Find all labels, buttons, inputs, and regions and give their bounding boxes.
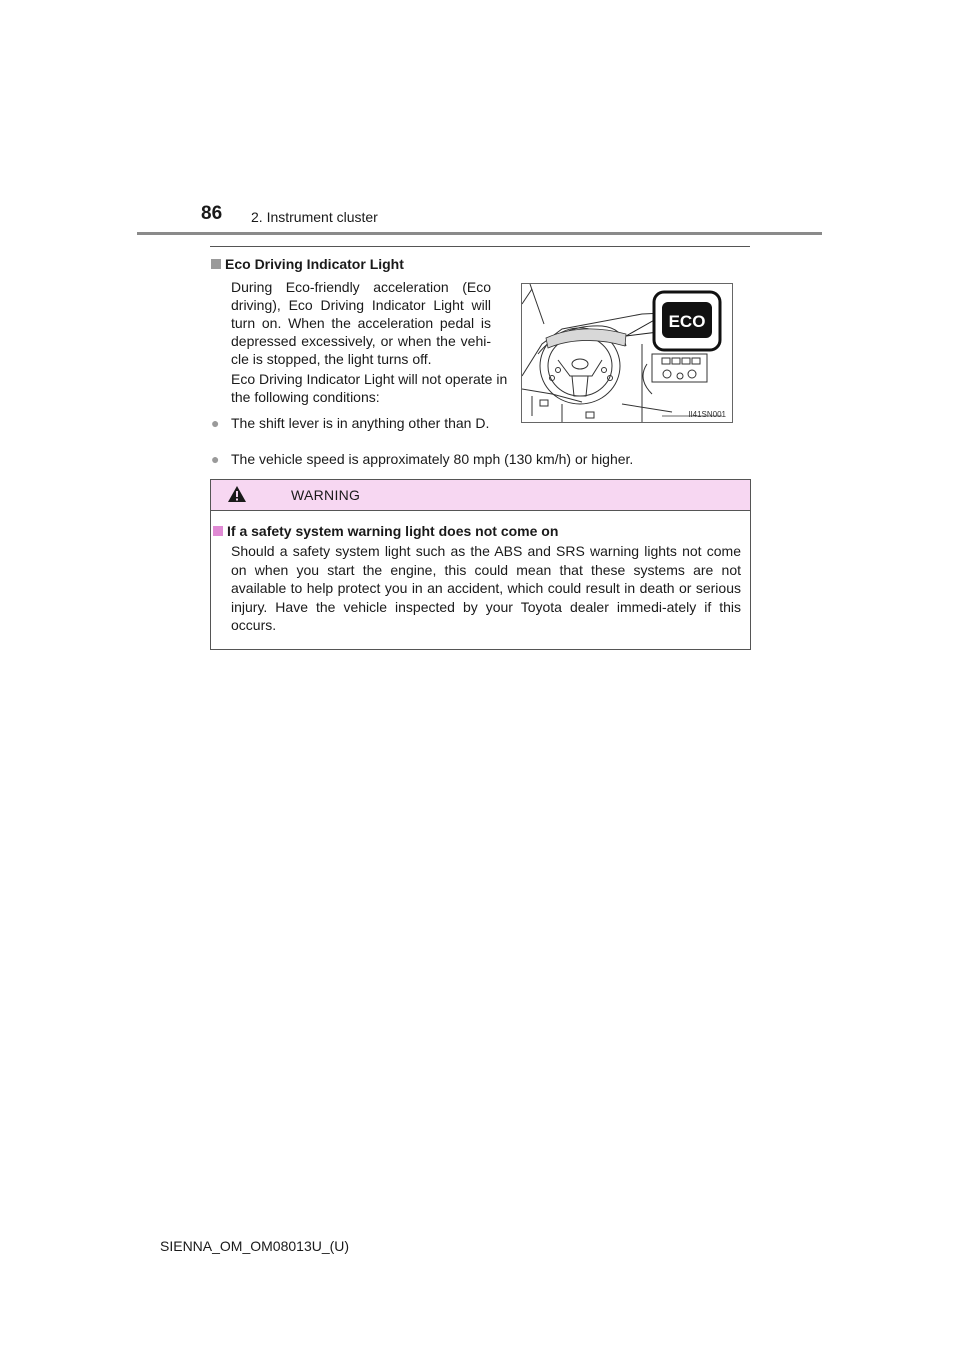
warning-title (211, 523, 558, 539)
warning-triangle-icon (227, 485, 247, 503)
bullet-dot-icon: ● (211, 415, 220, 431)
eco-paragraph-1: During Eco-friendly acceleration (Eco driving), Eco Driving Indicator Light will turn on. When the acceleration pedal is depressed excessively, or when the vehi-cle is stopped, the light turns off. (231, 279, 491, 367)
warning-box (210, 479, 751, 650)
eco-heading-text: Eco Driving Indicator Light (225, 256, 404, 272)
bullet-item-shift-lever (211, 414, 511, 432)
warning-title-text: If a safety system warning light does not come on (227, 523, 559, 539)
square-bullet-icon (211, 259, 221, 269)
warning-label: WARNING (291, 487, 361, 503)
illustration-code: II41SN001 (688, 410, 726, 419)
square-bullet-icon (213, 526, 223, 536)
bullet-item-vehicle-speed (211, 450, 761, 468)
bullet-text: The vehicle speed is approximately 80 mph (130 km/h) or higher. (231, 451, 634, 467)
content-top-rule (210, 246, 750, 247)
bullet-dot-icon: ● (211, 451, 220, 467)
page-number: 86 (201, 203, 223, 224)
section-title: 2. Instrument cluster (251, 209, 378, 225)
footer-doc-id: SIENNA_OM_OM08013U_(U) (160, 1238, 350, 1254)
dashboard-illustration (521, 283, 733, 423)
bullet-text: The shift lever is in anything other than D. (231, 415, 490, 431)
dashboard-drawing-icon (522, 284, 732, 422)
eco-heading (211, 256, 404, 272)
header-rule (137, 232, 822, 235)
eco-badge-text: ECO (668, 312, 706, 331)
warning-header (211, 480, 750, 511)
warning-text: Should a safety system light such as the ABS and SRS warning lights not come on when you start the engine, this could mean that these systems are not available to help protect you in an accident, which could result in death or serious injury. Have the vehicle inspected by your Toyota dealer immedi-ately if this occurs. (231, 543, 741, 633)
eco-paragraph-2: Eco Driving Indicator Light will not operate in the following conditions: (231, 371, 508, 405)
